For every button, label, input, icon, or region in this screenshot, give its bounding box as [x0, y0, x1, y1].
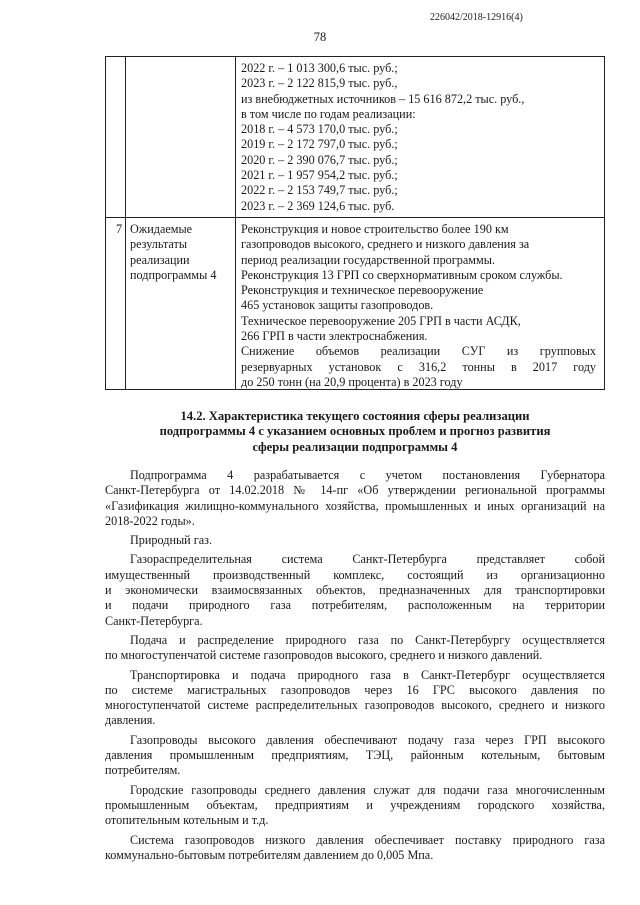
financing-line: 2021 г. – 1 957 954,2 тыс. руб.; — [241, 168, 398, 183]
table-col-divider-2 — [235, 57, 236, 389]
financing-line: 2018 г. – 4 573 170,0 тыс. руб.; — [241, 122, 398, 137]
financing-cell — [241, 61, 596, 214]
paragraph-line: давления. — [105, 713, 156, 728]
financing-line: из внебюджетных источников – 15 616 872,2 тыс. руб., — [241, 91, 525, 106]
section-body — [105, 468, 605, 867]
document-number: 226042/2018-12916(4) — [430, 12, 523, 23]
paragraph-line: 2018-2022 годы». — [105, 513, 195, 528]
heading-line: подпрограммы 4 с указанием основных проблем и прогноз развития — [159, 424, 551, 439]
row-label-line: Ожидаемые — [130, 222, 193, 236]
heading-line: сферы реализации подпрограммы 4 — [252, 439, 458, 454]
paragraph-line: Санкт-Петербурга от 14.02.2018 № 14-пг «Об утверждении региональной программы — [105, 483, 605, 498]
financing-line: 2022 г. – 2 153 749,7 тыс. руб.; — [241, 183, 398, 198]
result-line: Техническое перевооружение 205 ГРП в части АСДК, — [241, 313, 521, 328]
row-label-line: результаты — [130, 237, 188, 252]
paragraph-line: Подача и распределение природного газа по Санкт-Петербургу осуществляется — [130, 632, 605, 647]
row-label-line: реализации — [130, 252, 190, 267]
paragraph-line: многоступенчатой системе распределительных газопроводов высокого, среднего и низкого — [105, 698, 605, 713]
paragraph-line: отопительным котельным и т.д. — [105, 813, 269, 828]
paragraph — [105, 668, 605, 729]
heading-line: 14.2. Характеристика текущего состояния сферы реализации — [180, 409, 530, 423]
section-heading — [105, 409, 605, 455]
paragraph-line: «Газификация жилищно-коммунального хозяйства, промышленных и иных организаций на — [105, 498, 605, 513]
table-row-divider — [106, 217, 604, 218]
paragraph — [105, 633, 605, 664]
paragraph — [105, 783, 605, 829]
row-label-line: подпрограммы 4 — [130, 267, 217, 282]
table-col-divider-1 — [125, 57, 126, 389]
row-label-cell — [130, 222, 235, 283]
paragraph-line: промышленным объектам, предприятиям и учреждениям городского хозяйства, — [105, 797, 605, 812]
paragraph — [105, 833, 605, 864]
paragraph-line: и подачи природного газа потребителям, расположенным на территории — [105, 598, 605, 613]
result-line: резервуарных установок с 316,2 тонны в 2017 году — [241, 359, 596, 374]
paragraph — [105, 733, 605, 779]
paragraph-line: Газопроводы высокого давления обеспечивают подачу газа через ГРП высокого — [130, 732, 605, 747]
paragraph-line: и экономически взаимосвязанных объектов, предназначенных для транспортировки — [105, 583, 605, 598]
paragraph — [105, 533, 605, 548]
paragraph — [105, 468, 605, 529]
result-line: Реконструкция и новое строительство более 190 км — [241, 222, 509, 236]
paragraph-line: давления промышленным предприятиям, ТЭЦ, районным котельным, бытовым — [105, 748, 605, 763]
result-line: 266 ГРП в части электроснабжения. — [241, 329, 428, 344]
result-line: период реализации государственной программы. — [241, 252, 495, 267]
expected-results-cell — [241, 222, 596, 390]
financing-line: 2023 г. – 2 369 124,6 тыс. руб. — [241, 198, 395, 213]
paragraph-line: Природный газ. — [130, 533, 213, 548]
result-line: Реконструкция и техническое перевооружение — [241, 283, 484, 298]
financing-line: 2019 г. – 2 172 797,0 тыс. руб.; — [241, 137, 398, 152]
paragraph-line: Санкт-Петербурга. — [105, 613, 203, 628]
financing-line: 2023 г. – 2 122 815,9 тыс. руб., — [241, 76, 398, 91]
result-line: до 250 тонн (на 20,9 процента) в 2023 году — [241, 374, 463, 389]
paragraph — [105, 552, 605, 628]
financing-line: в том числе по годам реализации: — [241, 106, 416, 121]
paragraph-line: Газораспределительная система Санкт-Петербурга представляет собой — [130, 552, 605, 567]
row-number: 7 — [116, 222, 123, 236]
paragraph-line: Транспортировка и подача природного газа в Санкт-Петербург осуществляется — [130, 667, 605, 682]
paragraph-line: по многоступенчатой системе газопроводов высокого, среднего и низкого давлений. — [105, 648, 543, 663]
passport-table — [105, 56, 605, 390]
paragraph-line: имущественный производственный комплекс, состоящий из организационно — [105, 567, 605, 582]
paragraph-line: Подпрограмма 4 разрабатывается с учетом постановления Губернатора — [130, 468, 605, 482]
result-line: газопроводов высокого, среднего и низкого давления за — [241, 237, 530, 252]
paragraph-line: коммунально-бытовым потребителям давлением до 0,005 Мпа. — [105, 847, 434, 862]
paragraph-line: Система газопроводов низкого давления обеспечивает поставку природного газа — [130, 832, 605, 847]
result-line: Реконструкция 13 ГРП со сверхнормативным сроком службы. — [241, 267, 563, 282]
result-line: 465 установок защиты газопроводов. — [241, 298, 434, 313]
paragraph-line: потребителям. — [105, 763, 181, 778]
financing-line: 2020 г. – 2 390 076,7 тыс. руб.; — [241, 152, 398, 167]
paragraph-line: Городские газопроводы среднего давления служат для подачи газа многочисленным — [130, 782, 605, 797]
page-number: 78 — [313, 30, 327, 44]
result-line: Снижение объемов реализации СУГ из групповых — [241, 344, 596, 359]
financing-line: 2022 г. – 1 013 300,6 тыс. руб.; — [241, 61, 398, 75]
paragraph-line: по системе магистральных газопроводов через 16 ГРС высокого давления по — [105, 682, 605, 697]
